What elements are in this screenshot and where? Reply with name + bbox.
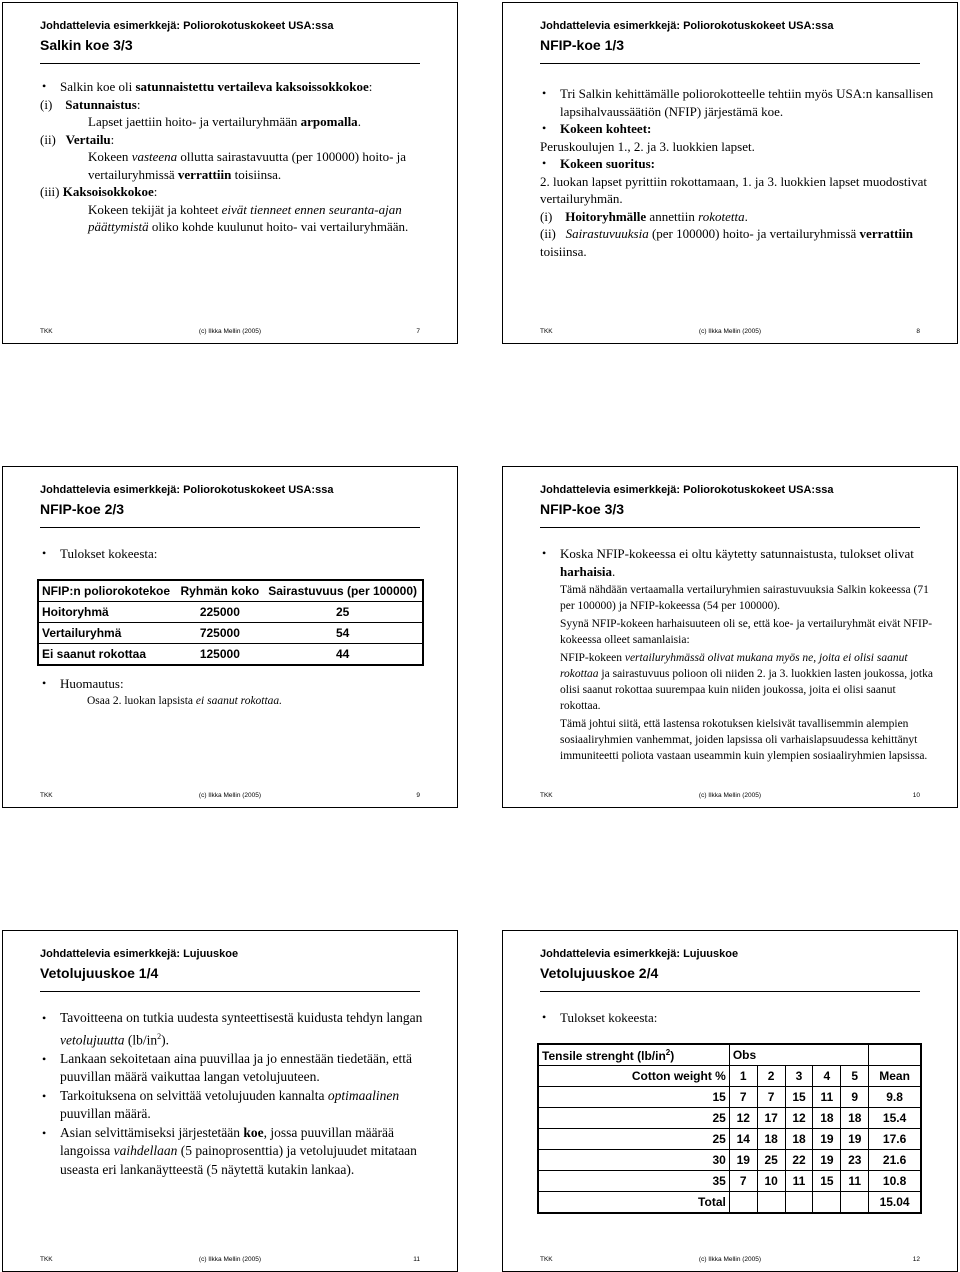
slide-title: NFIP-koe 1/3 [540, 37, 625, 53]
table-row [538, 1087, 921, 1108]
slide-subtitle: Johdattelevia esimerkkejä: Poliorokotuskokeet USA:ssa [40, 20, 334, 32]
table-cell: 12 [785, 1108, 813, 1129]
bullet-text: Peruskoulujen 1., 2. ja 3. luokkien lapset. [540, 138, 755, 154]
table-cell: 11 [813, 1087, 841, 1108]
slide-subtitle: Johdattelevia esimerkkejä: Poliorokotuskokeet USA:ssa [540, 20, 834, 32]
slide-body [40, 545, 437, 563]
slide-header [40, 948, 238, 982]
table-header: 3 [785, 1066, 813, 1087]
slide-vetolujuuskoe-2 [502, 930, 958, 1272]
table-header: 2 [757, 1066, 785, 1087]
tensile-label: Tensile strenght (lb/in [542, 1048, 666, 1063]
slide-body [540, 85, 937, 260]
paragraph: Tämä nähdään vertaamalla vertailuryhmien sairastuvuuksia Salkin kokeessa (71 per 100000) ja NFIP-kokeessa (54 per 100000). [560, 584, 929, 612]
table-cell [785, 1192, 813, 1214]
table-cell: 17.6 [869, 1129, 921, 1150]
table-row [538, 1171, 921, 1192]
slide-body [40, 1009, 437, 1179]
table-header: Ryhmän koko [176, 580, 263, 602]
table-cell: 12 [729, 1108, 757, 1129]
table-cell: 44 [263, 644, 423, 666]
table-cell: 225000 [176, 602, 263, 623]
bullet: • Tulokset kokeesta: [540, 1009, 937, 1027]
footer-copyright: (c) Ilkka Mellin (2005) [198, 792, 262, 799]
item-iii: (iii) Kaksoisokkokoe: [40, 184, 158, 199]
table-cell: 14 [729, 1129, 757, 1150]
slide-footer [40, 791, 420, 801]
table-row [38, 602, 423, 623]
table-cell: 25 [538, 1108, 729, 1129]
table-cell [813, 1192, 841, 1214]
footer-copyright: (c) Ilkka Mellin (2005) [698, 792, 762, 799]
bullet-head: Kokeen suoritus: [560, 156, 655, 171]
table-cell: 7 [757, 1087, 785, 1108]
table-cell: 125000 [176, 644, 263, 666]
table-cell: 30 [538, 1150, 729, 1171]
header-rule [540, 991, 920, 992]
item-i-text: Lapset jaettiin hoito- ja vertailuryhmään arpomalla. [88, 114, 361, 129]
bullet [540, 155, 937, 173]
table-cell: 35 [538, 1171, 729, 1192]
table-cell: 9.8 [869, 1087, 921, 1108]
table-cell: 15 [813, 1171, 841, 1192]
table-cell: 25 [538, 1129, 729, 1150]
table-header [538, 1044, 729, 1066]
note-text-italic: ei saanut rokottaa. [195, 694, 283, 707]
slide-footer [40, 327, 420, 337]
bullet-text: 2. luokan lapset pyrittiin rokottamaan, 1. ja 3. luokkien lapset muodostivat vertailuryhmän. [540, 173, 928, 206]
slide-title: NFIP-koe 2/3 [40, 501, 125, 517]
slide-subtitle: Johdattelevia esimerkkejä: Lujuuskoe [540, 948, 739, 960]
table-cell: 9 [841, 1087, 869, 1108]
item-iii-text: Kokeen tekijät ja kohteet eivät tienneet ennen seuranta-ajan päättymistä oliko kohde kuulunut hoito- vai vertailuryhmään. [88, 201, 409, 234]
note-text-plain: Osaa 2. luokan lapsista [87, 694, 196, 707]
footer-org: TKK [40, 328, 53, 335]
table-cell: 15 [538, 1087, 729, 1108]
page-number: 10 [912, 792, 920, 799]
slide-body [40, 78, 437, 236]
table-cell: 725000 [176, 623, 263, 644]
page-number: 11 [413, 1256, 420, 1263]
slide-subtitle: Johdattelevia esimerkkejä: Poliorokotuskokeet USA:ssa [40, 484, 334, 496]
table-row [38, 644, 423, 666]
header-rule [540, 63, 920, 64]
table-cell: 10.8 [869, 1171, 921, 1192]
slide-vetolujuuskoe-1 [2, 930, 458, 1272]
footer-org: TKK [540, 792, 553, 799]
footer-copyright: (c) Ilkka Mellin (2005) [698, 328, 762, 335]
table-cell [729, 1192, 757, 1214]
note-text [40, 693, 437, 709]
table-header: 1 [729, 1066, 757, 1087]
bullet: • Huomautus: [40, 675, 437, 693]
footer-org: TKK [540, 328, 553, 335]
table-cell: 11 [785, 1171, 813, 1192]
slide-header [540, 20, 833, 54]
slide-nfip-koe-3 [502, 466, 958, 808]
slide-title: Vetolujuuskoe 2/4 [540, 965, 659, 981]
slide-salkin-koe-3 [2, 2, 458, 344]
bullet: • Asian selvittämiseksi järjestetään koe, jossa puuvillan määrää langoissa vaihdellaan (5 painoprosenttia) ja vetolujuudet mitataan useasta eri lankanäytteestä (5 näytettä kutakin lankaa). [40, 1124, 437, 1180]
table-cell [757, 1192, 785, 1214]
table-cell: 23 [841, 1150, 869, 1171]
tensile-label-sup: 2 [665, 1047, 671, 1057]
page-number: 12 [912, 1256, 920, 1263]
header-rule [540, 527, 920, 528]
table-cell: 25 [757, 1150, 785, 1171]
table-header: 5 [841, 1066, 869, 1087]
table-header: 4 [813, 1066, 841, 1087]
note-block [40, 675, 437, 709]
footer-copyright: (c) Ilkka Mellin (2005) [198, 1256, 262, 1263]
table-cell: 11 [841, 1171, 869, 1192]
slide-header [540, 948, 738, 982]
table-cell: 18 [757, 1129, 785, 1150]
table-cell: 18 [785, 1129, 813, 1150]
slide-nfip-koe-2 [2, 466, 458, 808]
table-cell: 15.04 [869, 1192, 921, 1214]
bullet: • Koska NFIP-kokeessa ei oltu käytetty satunnaistusta, tulokset olivat harhaisia. [540, 545, 937, 580]
item-i: (i) Hoitoryhmälle annettiin rokotetta. [540, 208, 748, 224]
table-cell: 25 [263, 602, 423, 623]
table-header-row [538, 1044, 921, 1066]
slide-title: Salkin koe 3/3 [40, 37, 133, 53]
page-number: 7 [416, 328, 420, 335]
slide-body [540, 545, 937, 764]
table-cell: 21.6 [869, 1150, 921, 1171]
table-cell: 19 [813, 1150, 841, 1171]
table-header-row [538, 1066, 921, 1087]
table-header: Obs [729, 1044, 868, 1066]
table-cell: 17 [757, 1108, 785, 1129]
bullet: • Tarkoituksena on selvittää vetolujuuden kannalta optimaalinen puuvillan määrä. [40, 1087, 437, 1124]
table-row [38, 623, 423, 644]
table-row [538, 1129, 921, 1150]
tensile-table [537, 1043, 922, 1214]
table-cell: 18 [813, 1108, 841, 1129]
bullet: • Tulokset kokeesta: [40, 545, 437, 563]
slide-body [540, 1009, 937, 1027]
table-header: Cotton weight % [538, 1066, 729, 1087]
header-rule [40, 527, 420, 528]
item-i: (i) Satunnaistus: [40, 96, 141, 112]
table-cell: 54 [263, 623, 423, 644]
slide-footer [540, 1255, 920, 1265]
table-cell: 15.4 [869, 1108, 921, 1129]
slide-header [40, 484, 333, 518]
paragraph: Tämä johtui siitä, että lastensa rokotuksen kielsivät tavallisemmin alempien sosiaaliryhmien vanhemmat, joiden lapsissa oli varhaislapsuudessa kehittänyt immuniteetti poliota vastaan useammin kuin ylempien sosiaaliryhmien lapsissa. [560, 718, 928, 762]
footer-copyright: (c) Ilkka Mellin (2005) [198, 328, 262, 335]
table-header: Mean [869, 1066, 921, 1087]
paragraph: Syynä NFIP-kokeen harhaisuuteen oli se, että koe- ja vertailuryhmät eivät NFIP-kokeessa olleet samanlaisia: [560, 618, 933, 646]
page-number: 9 [416, 792, 420, 799]
table-cell: Total [538, 1192, 729, 1214]
results-table [37, 579, 424, 666]
page-number: 8 [916, 328, 920, 335]
table-row [538, 1150, 921, 1171]
header-rule [40, 991, 420, 992]
table-cell: 19 [729, 1150, 757, 1171]
bullet-head: Kokeen kohteet: [560, 121, 652, 136]
slide-footer [540, 791, 920, 801]
table-cell: 19 [841, 1129, 869, 1150]
item-ii: (ii) Sairastuvuuksia (per 100000) hoito- ja vertailuryhmissä verrattiin toisiinsa. [540, 226, 913, 259]
slide-subtitle: Johdattelevia esimerkkejä: Poliorokotuskokeet USA:ssa [540, 484, 834, 496]
footer-org: TKK [40, 1256, 53, 1263]
tensile-label-end: ) [670, 1048, 675, 1063]
bullet: • Lankaan sekoitetaan aina puuvillaa ja jo ennestään tiedetään, että puuvillan määrä vaikuttaa langan vetolujuuteen. [40, 1050, 437, 1087]
table-cell: 15 [785, 1087, 813, 1108]
table-cell: Ei saanut rokottaa [38, 644, 176, 666]
table-cell: 7 [729, 1087, 757, 1108]
table-header-empty [869, 1044, 921, 1066]
slide-title: NFIP-koe 3/3 [540, 501, 625, 517]
table-cell: Vertailuryhmä [38, 623, 176, 644]
bullet: • Tri Salkin kehittämälle poliorokotteelle tehtiin myös USA:n kansallisen lapsihalvaussäätiön (NFIP) järjestämä koe. [540, 85, 937, 120]
footer-copyright: (c) Ilkka Mellin (2005) [698, 1256, 762, 1263]
table-cell [841, 1192, 869, 1214]
bullet: • Tavoitteena on tutkia uudesta synteettisestä kuidusta tehdyn langan vetolujuutta $(lb/in^2)$. [40, 1009, 437, 1050]
table-cell: 19 [813, 1129, 841, 1150]
table-total-row [538, 1192, 921, 1214]
slide-title: Vetolujuuskoe 1/4 [40, 965, 159, 981]
slide-header [40, 20, 333, 54]
table-header-row [38, 580, 423, 602]
slide-nfip-koe-1 [502, 2, 958, 344]
header-rule [40, 63, 420, 64]
table-cell: Hoitoryhmä [38, 602, 176, 623]
footer-org: TKK [40, 792, 53, 799]
slide-header [540, 484, 833, 518]
item-ii: (ii) Vertailu: [40, 131, 115, 147]
bullet [540, 120, 937, 138]
paragraph: NFIP-kokeen vertailuryhmässä olivat mukana myös ne, joita ei olisi saanut rokottaa ja sairastuvuus polioon oli niiden 2. ja 3. luokkien lasten joukossa, jotka olisi saanut rokottaa suurempaa kuin niiden joukossa, joita ei olisi saanut rokottaa. [560, 652, 933, 712]
table-cell: 18 [841, 1108, 869, 1129]
table-cell: 22 [785, 1150, 813, 1171]
slide-footer [40, 1255, 420, 1265]
table-row [538, 1108, 921, 1129]
slide-subtitle: Johdattelevia esimerkkejä: Lujuuskoe [40, 948, 239, 960]
table-cell: 10 [757, 1171, 785, 1192]
table-header: NFIP:n poliorokotekoe [38, 580, 176, 602]
footer-org: TKK [540, 1256, 553, 1263]
item-ii-text: Kokeen vasteena ollutta sairastavuutta (per 100000) hoito- ja vertailuryhmissä verrattiin toisiinsa. [88, 149, 407, 182]
slide-footer [540, 327, 920, 337]
bullet: • Salkin koe oli satunnaistettu vertaileva kaksoissokkokoe: [40, 78, 437, 96]
table-header: Sairastuvuus (per 100000) [263, 580, 423, 602]
table-cell: 7 [729, 1171, 757, 1192]
